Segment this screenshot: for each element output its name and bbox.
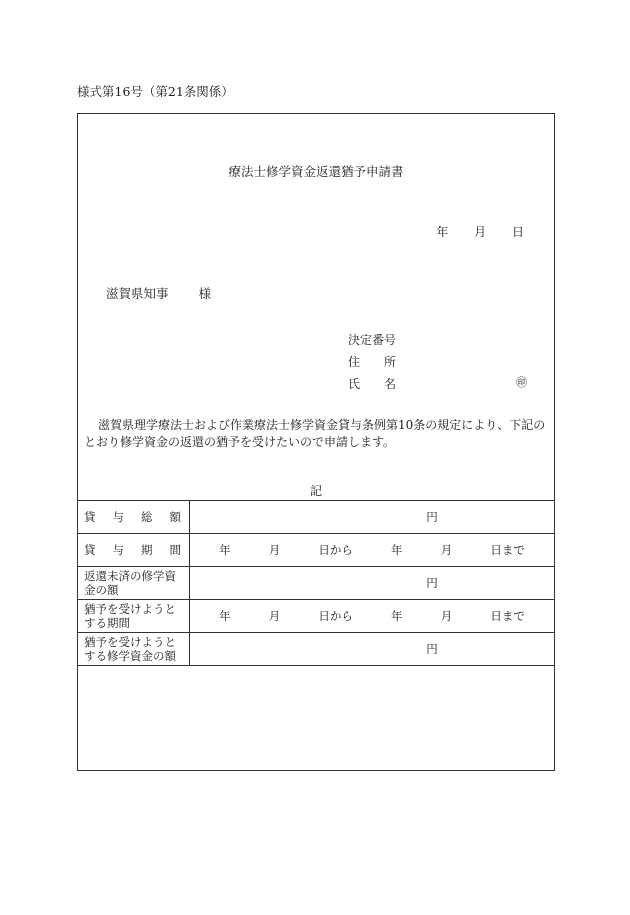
date-year: 年 <box>436 225 449 239</box>
form-title: 療法士修学資金返還猶予申請書 <box>228 164 404 179</box>
value-deferral-period[interactable]: 年 月 日から 年 月 日まで <box>190 600 555 633</box>
address-label: 住 所 <box>348 355 397 369</box>
table-row-deferral-period <box>78 600 555 633</box>
addressee <box>106 284 211 302</box>
label-deferral-amount: 猶予を受けようと する修学資金の額 <box>78 633 190 666</box>
date-month: 月 <box>474 225 487 239</box>
loan-details-table <box>77 500 555 666</box>
date-line <box>414 223 524 240</box>
application-form <box>77 113 555 771</box>
value-total-amount[interactable]: 円 <box>190 501 555 534</box>
label-deferral-period: 猶予を受けようと する期間 <box>78 600 190 633</box>
seal-mark: ㊞ <box>516 376 527 389</box>
body-text: 滋賀県理学療法士および作業療法士修学資金貸与条例第10条の規定により、下記のとおり修学資金の返還の猶予を受けたいので申請します。 <box>84 418 546 449</box>
decision-number-label: 決定番号 <box>348 333 397 347</box>
label-loan-period: 貸 与 期 間 <box>78 534 190 567</box>
table-row-unpaid-amount <box>78 567 555 600</box>
addressee-name: 滋賀県知事 <box>106 286 169 301</box>
table-row-total-amount <box>78 501 555 534</box>
table-row-loan-period <box>78 534 555 567</box>
value-loan-period[interactable]: 年 月 日から 年 月 日まで <box>190 534 555 567</box>
date-day: 日 <box>511 225 524 239</box>
table-row-deferral-amount <box>78 633 555 666</box>
name-label: 氏 名 <box>348 377 397 391</box>
ki-heading: 記 <box>309 484 322 498</box>
value-unpaid-amount[interactable]: 円 <box>190 567 555 600</box>
label-total-amount: 貸 与 総 額 <box>78 501 190 534</box>
addressee-honorific: 様 <box>198 286 212 301</box>
value-deferral-amount[interactable]: 円 <box>190 633 555 666</box>
label-unpaid-amount: 返還未済の修学資 金の額 <box>78 567 190 600</box>
form-number: 様式第16号（第21条関係） <box>77 84 234 99</box>
